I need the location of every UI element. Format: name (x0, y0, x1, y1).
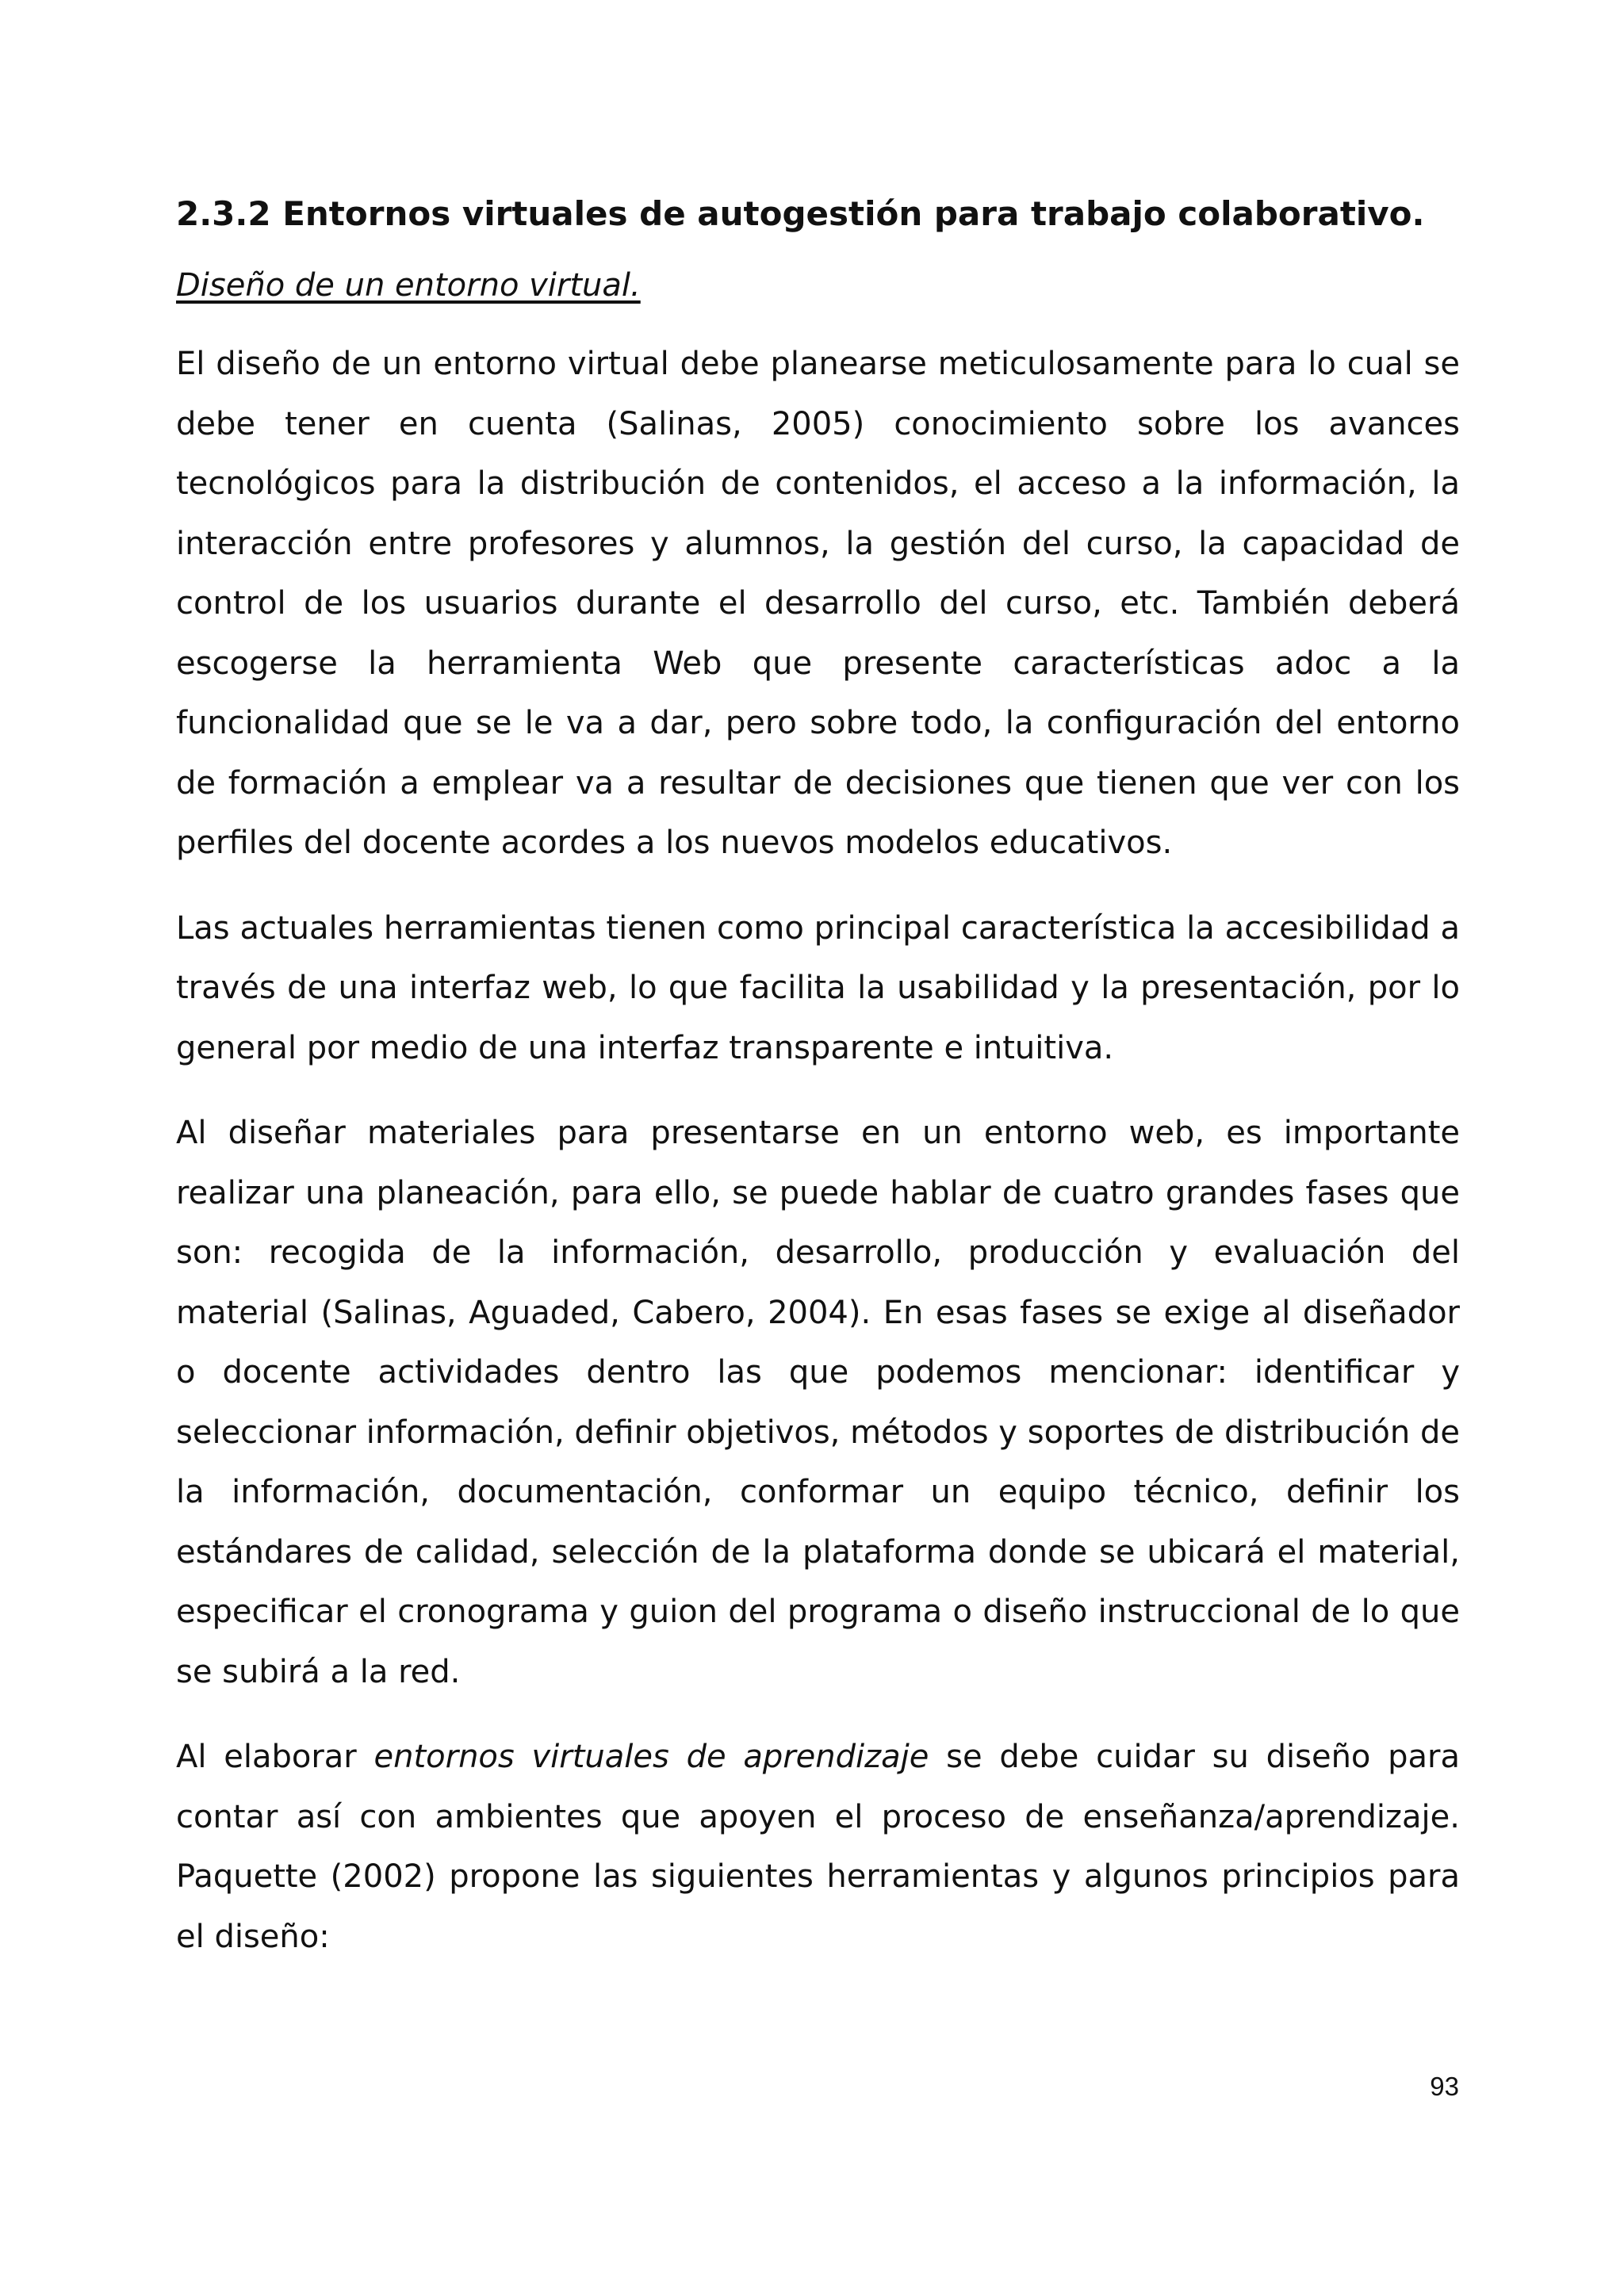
page-number: 93 (1430, 2072, 1459, 2101)
paragraph-4-text-end: se debe cuidar su diseño para contar así con ambientes que apoyen el proceso de enseñanza/aprendizaje. Paquette (2002) propone las siguientes herramientas y algunos principios para el diseño: (176, 1739, 1461, 1955)
document-page (176, 190, 1460, 1992)
paragraph-4 (176, 1728, 1460, 1967)
paragraph-1: El diseño de un entorno virtual debe planearse meticulosamente para lo cual se debe tener en cuenta (Salinas, 2005) conocimiento sobre los avances tecnológicos para la distribución de contenidos, el acceso a la información, la interacción entre profesores y alumnos, la gestión del curso, la capacidad de control de los usuarios durante el desarrollo del curso, etc. También deberá escogerse la herramienta Web que presente características adoc a la funcionalidad que se le va a dar, pero sobre todo, la configuración del entorno de formación a emplear va a resultar de decisiones que tienen que ver con los perfiles del docente acordes a los nuevos modelos educativos. (176, 346, 1460, 861)
paragraph-3: Al diseñar materiales para presentarse en un entorno web, es importante realizar una planeación, para ello, se puede hablar de cuatro grandes fases que son: recogida de la información, desarrollo, producción y evaluación del material (Salinas, Aguaded, Cabero, 2004). En esas fases se exige al diseñador o docente actividades dentro las que podemos mencionar: identificar y seleccionar información, definir objetivos, métodos y soportes de distribución de la información, documentación, conformar un equipo técnico, definir los estándares de calidad, selección de la plataforma donde se ubicará el material, especificar el cronograma y guion del programa o diseño instruccional de lo que se subirá a la red. (176, 1115, 1460, 1690)
section-heading: 2.3.2 Entornos virtuales de autogestión para trabajo colaborativo. (176, 194, 1425, 233)
subheading: Diseño de un entorno virtual. (176, 267, 641, 304)
paragraph-4-italic-term: entornos virtuales de aprendizaje (373, 1739, 929, 1775)
paragraph-2: Las actuales herramientas tienen como principal característica la accesibilidad a través de una interfaz web, lo que facilita la usabilidad y la presentación, por lo general por medio de una interfaz transparente e intuitiva. (176, 909, 1460, 1066)
paragraph-4-text-start: Al elaborar (176, 1739, 374, 1775)
